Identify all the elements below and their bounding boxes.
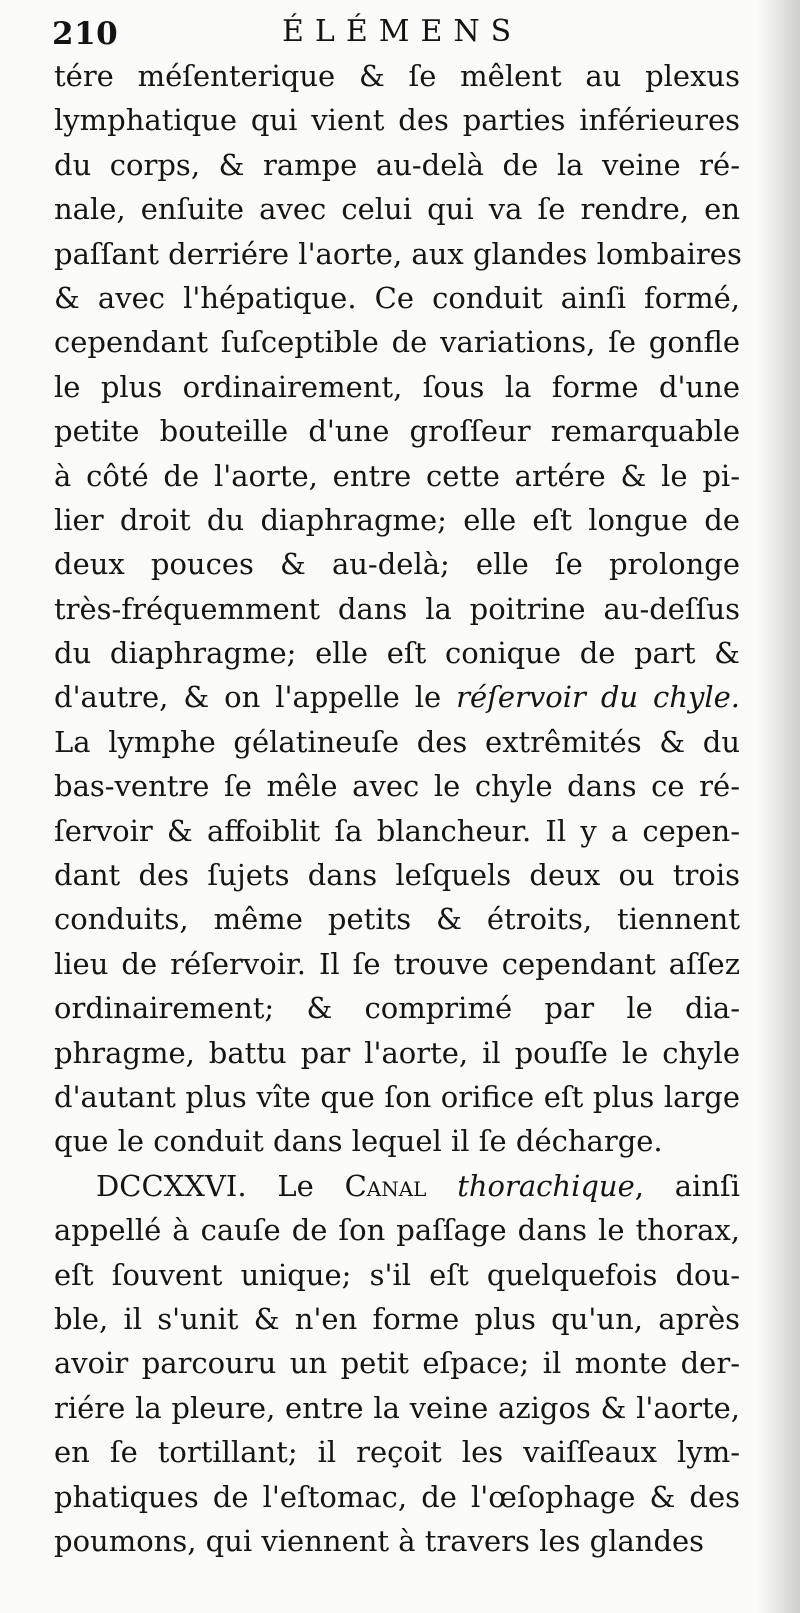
text-line: phragme, battu par l'aorte, il pouſſe le chyle	[54, 1035, 740, 1070]
section-number: DCCXXVI.	[96, 1168, 247, 1203]
text-line: & avec l'hépatique. Ce conduit ainſi formé,	[54, 280, 740, 315]
text-line: riére la pleure, entre la veine azigos & l'aorte,	[54, 1390, 740, 1425]
page-number: 210	[52, 16, 119, 52]
text-line: le plus ordinairement, ſous la forme d'une	[54, 369, 740, 404]
text-line: poumons, qui viennent à travers les glandes	[54, 1523, 705, 1558]
text-line: en ſe tortillant; il reçoit les vaiſſeaux lym-	[54, 1435, 740, 1470]
text-line: lier droit du diaphragme; elle eſt longue de	[54, 502, 740, 537]
text-line	[54, 675, 740, 719]
paragraph-reservoir-du-chyle	[54, 54, 740, 1164]
text-line: appellé à cauſe de ſon paſſage dans le thorax,	[54, 1213, 740, 1248]
text-line: que le conduit dans lequel il ſe décharge.	[54, 1124, 663, 1159]
page-gutter-shadow	[756, 0, 800, 1613]
text-line: conduits, même petits & étroits, tiennent	[54, 902, 740, 937]
term-canal: Canal	[344, 1168, 427, 1203]
text-line: dant des ſujets dans leſquels deux ou trois	[54, 858, 740, 893]
text-line: eſt ſouvent unique; s'il eſt quelquefois dou-	[54, 1257, 740, 1292]
paragraph-canal-thorachique	[54, 1164, 740, 1564]
text-line: paſſant derriére l'aorte, aux glandes lombaires	[54, 236, 742, 271]
text-line: lymphatique qui vient des parties inférieures	[54, 103, 740, 138]
text-line: deux pouces & au-delà; elle ſe prolonge	[54, 547, 740, 582]
text-line: ble, il s'unit & n'en forme plus qu'un, après	[54, 1301, 740, 1336]
text-line: à côté de l'aorte, entre cette artére & le pi-	[54, 458, 740, 493]
term-continuation: , ainſi	[634, 1168, 741, 1203]
body-text	[54, 54, 740, 1563]
line-text: d'autre, & on l'appelle le	[54, 680, 457, 715]
text-line: bas-ventre ſe mêle avec le chyle dans ce ré-	[54, 769, 740, 804]
text-line: phatiques de l'eſtomac, de l'œſophage & des	[54, 1479, 740, 1514]
text-line: lieu de réſervoir. Il ſe trouve cependant aſſez	[54, 946, 740, 981]
page-header	[52, 10, 742, 54]
text-line: ordinairement; & comprimé par le dia-	[54, 991, 740, 1026]
text-line: nale, enſuite avec celui qui va ſe rendre, en	[54, 192, 740, 227]
text-line: d'autant plus vîte que ſon orifice eſt plus large	[54, 1079, 740, 1114]
text-line: petite bouteille d'une groſſeur remarquable	[54, 414, 740, 449]
running-title: ÉLÉMENS	[282, 14, 523, 49]
text-line: avoir parcouru un petit eſpace; il monte der-	[54, 1346, 740, 1381]
text-line: très-fréquemment dans la poitrine au-deſſus	[54, 591, 740, 626]
text-line: cependant ſuſceptible de variations, ſe gonfle	[54, 325, 740, 360]
term-reservoir-du-chyle: réſervoir du chyle.	[456, 680, 741, 715]
paragraph-lines	[54, 1208, 740, 1563]
article-word: Le	[277, 1168, 314, 1203]
text-line: ſervoir & affoiblit ſa blancheur. Il y a cepen-	[54, 813, 740, 848]
text-line: du diaphragme; elle eſt conique de part &	[54, 636, 740, 671]
text-line	[54, 1164, 740, 1208]
term-thorachique: thorachique	[457, 1168, 635, 1203]
text-line: tére méſenterique & ſe mêlent au plexus	[54, 59, 740, 93]
text-line: du corps, & rampe au-delà de la veine ré-	[54, 147, 740, 182]
text-line: La lymphe gélatineuſe des extrêmités & du	[54, 724, 740, 759]
